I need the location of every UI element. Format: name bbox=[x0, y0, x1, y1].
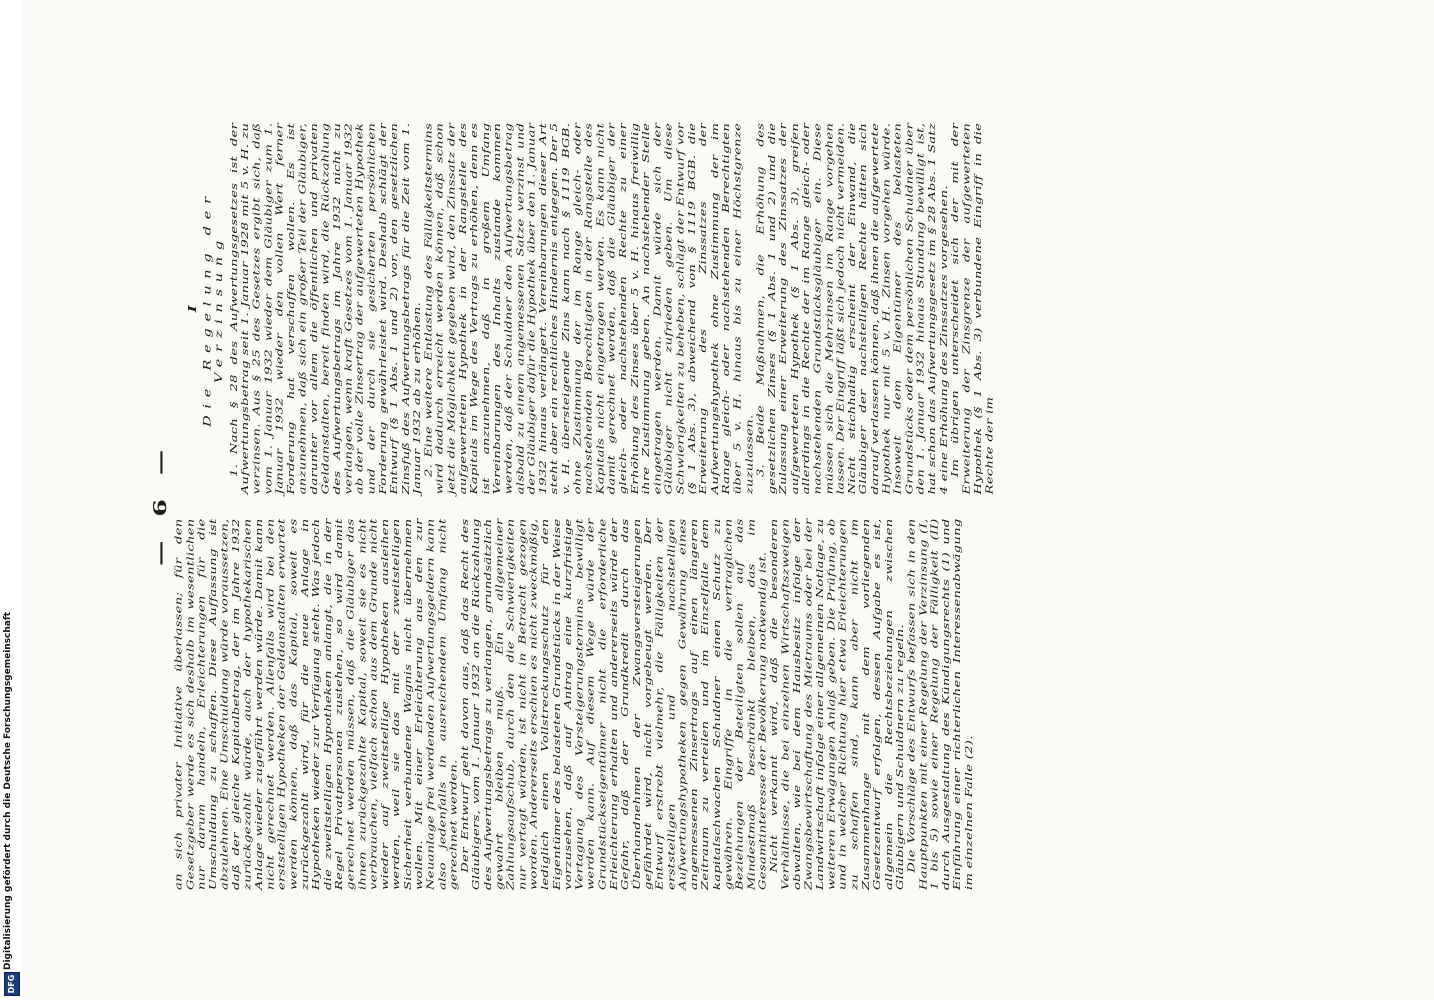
funding-caption: Digitalisierung gefördert durch die Deutsche Forschungsgemeinschaft bbox=[3, 611, 13, 970]
scanned-page bbox=[150, 118, 996, 890]
left-paragraph: Der Entwurf geht davon aus, daß das Recht des Gläubigers, vom 1. Januar 1932 an die Rückzahlung des Aufwertungsbetrags zu verlangen, grundsätzlich gewahrt bleiben muß. Ein allgemeiner Zahlungsaufschub, durch den die Schwierigkeiten nur vertagt würden, ist nicht in Betracht gezogen worden. Andererseits erschien es nicht zweckmäßig, lediglich einen Vollstreckungsschutz für den Eigentümer des belasteten Grundstücks in der Weise vorzusehen, daß auf Antrag eine kurzfristige Vertagung des Versteigerungstermins bewilligt werden kann. Auf diesem Wege würde der Grundstückseigentümer nicht die erforderliche Erleichterung erhalten und andererseits würde der Gefahr, daß der Grundkredit durch das Überhandnehmen der Zwangsversteigerungen gefährdet wird, nicht vorgebeugt werden. Der Entwurf erstrebt vielmehr, die Fälligkeiten der erststelligen und nachstelligen Aufwertungshypotheken gegen Gewährung eines angemessenen Zinsertrags auf einen längeren Zeitraum zu verteilen und im Einzelfalle dem kapitalschwachen Schuldner einen Schutz zu gewähren. Eingriffe in die vertraglichen Beziehungen der Beteiligten sollen auf das Mindestmaß beschränkt bleiben, das im Gesamtinteresse der Bevölkerung notwendig ist. bbox=[459, 518, 769, 890]
dfg-logo-text: DFG bbox=[7, 974, 16, 994]
left-paragraph: an sich privater Initiative überlassen; für den Gesetzgeber werde es sich deshalb im wesentlichen nur darum handeln, Erleichterungen für die Umschuldung zu schaffen. Diese Auffassung ist abzulehnen. Eine Umschuldung würde voraussetzen, daß der gleiche Kapitalbetrag, der im Jahre 1932 zurückgezahlt würde, auch der hypothekarischen Anlage wieder zugeführt werden würde. Damit kann nicht gerechnet werden. Allenfalls wird bei den erststelligen Hypotheken der Geldanstalten erwartet werden können, daß das Kapital, soweit es zurückgezahlt wird, für die neue Anlage in Hypotheken wieder zur Verfügung steht. Was jedoch die zweitstelligen Hypotheken anlangt, die in der Regel Privatpersonen zustehen, so wird damit gerechnet werden müssen, daß die Gläubiger das ihnen zurückgezahlte Kapital, soweit sie es nicht verbrauchen, vielfach schon aus dem Grunde nicht wieder auf zweitstellige Hypotheken ausleihen werden, weil sie das mit der zweitstelligen Sicherheit verbundene Wagnis nicht übernehmen wollen. Mit einer Erleichterung aus den zur Neuanlage frei werdenden Aufwertungsgeldern kann also jedenfalls in ausreichendem Umfang nicht gerechnet werden. bbox=[173, 518, 460, 890]
right-paragraph: 2. Eine weitere Entlastung des Fälligkeitstermins wird dadurch erreicht werden können, daß schon jetzt die Möglichkeit gegeben wird, den Zinssatz der aufgewerteten Hypothek in der Rangstelle des Kapitals im Wege des Vertrags zu erhöhen, denn es ist anzunehmen, daß in großem Umfang Vereinbarungen des Inhalts zustande kommen werden, daß der Schuldner den Aufwertungsbetrag alsbald zu einem angemessenen Satze verzinst und der Gläubiger dafür die Hypothek über den 1. Januar 1932 hinaus verlängert. Vereinbarungen dieser Art steht aber ein rechtliches Hindernis entgegen. Der 5 v. H. übersteigende Zins kann nach § 1119 BGB. ohne Zustimmung der im Range gleich- oder nachstehenden Berechtigten in der Rangstelle des Kapitals nicht eingetragen werden. Es kann nicht damit gerechnet werden, daß die Gläubiger der gleich- oder nachstehenden Rechte zu einer Erhöhung des Zinses über 5 v. H. hinaus freiwillig ihre Zustimmung geben. An nachstehender Stelle eingetragen werden. Damit würde sich der Gläubiger nicht zufrieden geben. Um diese Schwierigkeiten zu beheben, schlägt der Entwurf vor (§ 1 Abs. 3), abweichend von § 1119 BGB. die Erweiterung des Zinssatzes der Aufwertungshypothek ohne Zustimmung der im Range gleich- oder nachstehenden Berechtigten über 5 v. H. hinaus bis zu einer Höchstgrenze zuzulassen. bbox=[423, 122, 755, 495]
right-paragraph: 1. Nach § 28 des Aufwertungsgesetzes ist der Aufwertungsbetrag seit 1. Januar 1928 mit 5 v. H. zu verzinsen. Aus § 25 des Gesetzes ergibt sich, daß vom 1. Januar 1932 wieder dem Gläubiger zum 1. Januar 1932 wieder den vollen Wert ferner Forderung hat verschaffen wollen. Es ist anzunehmen, daß sich ein großer Teil der Gläubiger, darunter vor allem die öffentlichen und privaten Geldanstalten, bereit finden wird, die Rückzahlung des Aufwertungsbetrags im Jahre 1932 nicht zu verlangen, wenn kraft Gesetzes vom 1. Januar 1932 ab der volle Zinsertrag der aufgewerteten Hypothek und der durch sie gesicherten persönlichen Forderung gewährleistet wird. Deshalb schlägt der Entwurf (§ 1 Abs. 1 und 2) vor, den gesetzlichen Zinsfuß des Aufwertungsbetrags für die Zeit vom 1. Januar 1932 ab zu erhöhen. bbox=[228, 122, 423, 495]
dfg-logo bbox=[4, 972, 20, 996]
page-content bbox=[150, 118, 996, 890]
left-column bbox=[173, 518, 974, 890]
left-paragraph: Nicht verkannt wird, daß die besonderen Verhältnisse, die bei einzelnen Wirtschaftszweigen obwalten, wie bei dem Hausbesitz infolge der Zwangsbewirtschaftung des Mietraums oder bei der Landwirtschaft infolge einer allgemeinen Notlage, zu weiteren Erwägungen Anlaß geben. Die Prüfung, ob und in welcher Richtung hier etwa Erleichterungen zu schaffen sind, kann aber nicht im Zusammenhange mit dem vorliegenden Gesetzentwurf erfolgen, dessen Aufgabe es ist, allgemein die Rechtsbeziehungen zwischen Gläubigern und Schuldnern zu regeln. bbox=[768, 518, 906, 890]
left-paragraph: Die Vorschläge des Entwurfs befassen sich in den Hauptpunkten mit einer Regelung der Verzinsung (I, 1 bis 5) sowie einer Regelung der Fälligkeit (II) durch Ausgestaltung des Kündigungsrechts (1) und Einführung einer richterlichen Interessenabwägung im einzelnen Falle (2). bbox=[906, 518, 975, 890]
digitization-strip bbox=[0, 0, 22, 1000]
right-paragraph: 3. Beide Maßnahmen, die Erhöhung des gesetzlichen Zinses (§ 1 Abs. 1 und 2) und die Zulassung einer Erweiterung des Zinssatzes der aufgewerteten Hypothek (§ 1 Abs. 3), greifen allerdings in die Rechte der im Range gleich- oder nachstehenden Grundstücksgläubiger ein. Diese müssen sich die Mehrzinsen im Range vorgehen lassen. Der Eingriff läßt sich jedoch nicht vermeiden. Nicht stichhaltig erscheint der Einwand, die Gläubiger der nachstelligen Rechte hätten sich darauf verlassen können, daß ihnen die aufgewertete Hypothek nur mit 5 v. H. Zinsen vorgehen würde. Insoweit dem Eigentümer des belasteten Grundstücks oder dem persönlichen Schuldner über den 1. Januar 1932 hinaus Stundung bewilligt ist, hat schon das Aufwertungsgesetz im § 28 Abs. 1 Satz 4 eine Erhöhung des Zinssatzes vorgesehen. bbox=[755, 122, 950, 495]
section-number: I bbox=[185, 304, 199, 313]
section-heading: Die Regelung der Verzinsung bbox=[200, 190, 225, 427]
page-number: — 6 — bbox=[150, 442, 171, 566]
right-column bbox=[187, 123, 995, 495]
right-paragraph: Im übrigen unterscheidet sich der mit der Erweiterung der Zinsgrenze der aufgewerteten Hypothek (§ 1 Abs. 3) verbundene Eingriff in die Rechte der im bbox=[949, 122, 996, 495]
